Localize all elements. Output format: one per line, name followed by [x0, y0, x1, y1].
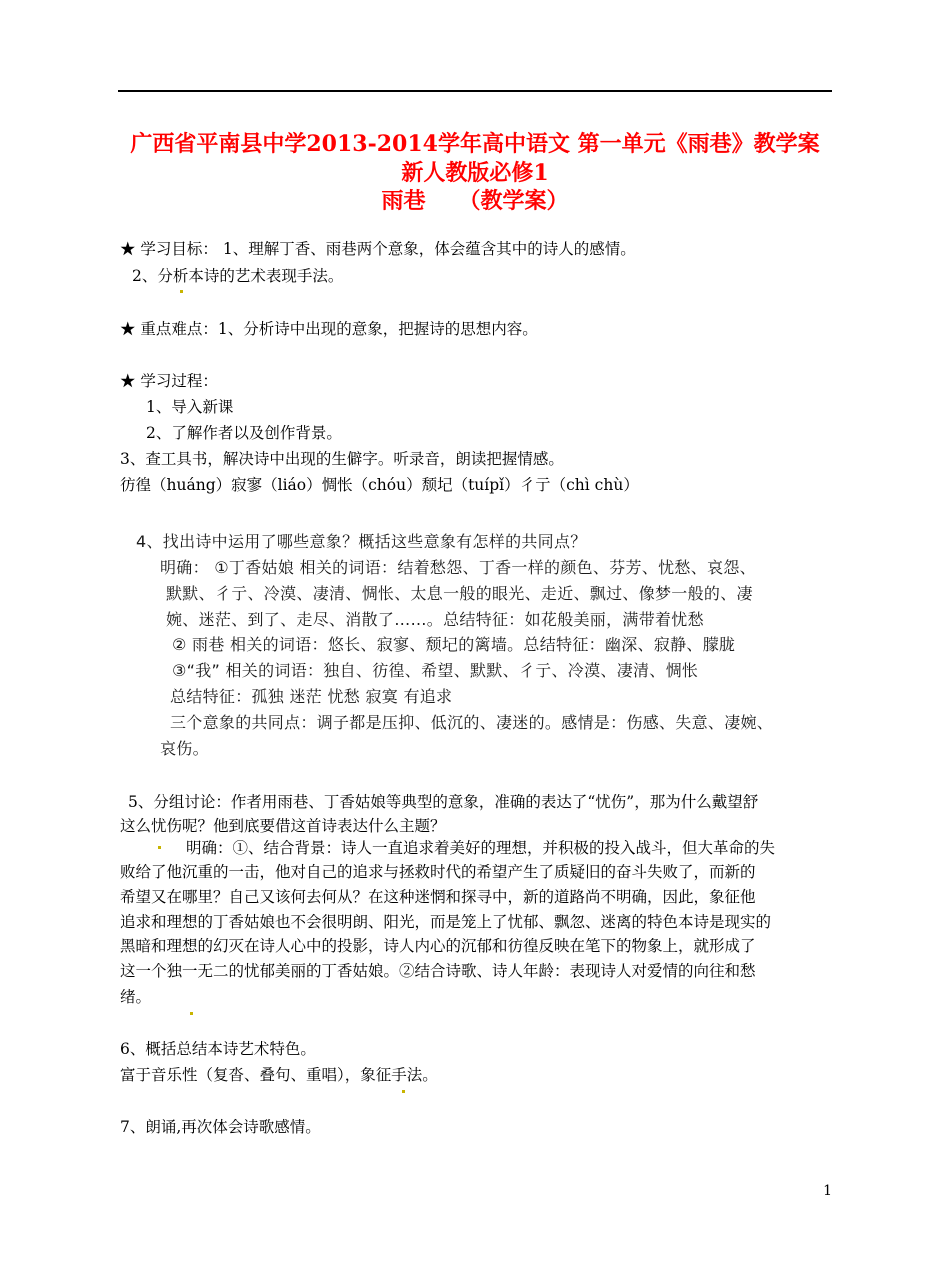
learning-goals-line2: 2、分析本诗的艺术表现手法。	[132, 267, 344, 285]
q5-answer-line6: 这一个独一无二的忧郁美丽的丁香姑娘。②结合诗歌、诗人年龄：表现诗人对爱情的向往和愁	[120, 962, 756, 980]
q6-heading: 6、概括总结本诗艺术特色。	[120, 1040, 316, 1058]
q4-answer-line6: 总结特征：孤独 迷茫 忧愁 寂寞 有追求	[170, 687, 453, 706]
q5-question-line1: 5、分组讨论：作者用雨巷、丁香姑娘等典型的意象，准确的表达了“忧伤”，那为什么戴望舒	[128, 793, 759, 811]
pinyin-list: 彷徨（huáng）寂寥（liáo）惆怅（chóu）颓圮（tuípǐ）彳亍（chì chù）	[120, 476, 639, 494]
q5-answer-line3: 希望又在哪里？自己又该何去何从？在这种迷惘和探寻中，新的道路尚不明确，因此，象征他	[120, 888, 756, 906]
process-step1: 1、导入新课	[146, 398, 234, 416]
key-difficulty: ★ 重点难点：1、分析诗中出现的意象，把握诗的思想内容。	[120, 320, 538, 338]
q5-question-line2: 这么忧伤呢？他到底要借这首诗表达什么主题？	[120, 817, 446, 835]
q5-answer-line5: 黑暗和理想的幻灭在诗人心中的投影，诗人内心的沉郁和彷徨反映在笔下的物象上，就形成了	[120, 937, 756, 955]
document-title-line1: 广西省平南县中学2013-2014学年高中语文 第一单元《雨巷》教学案	[130, 131, 820, 157]
header-rule	[118, 90, 832, 92]
process-step2: 2、了解作者以及创作背景。	[146, 424, 342, 442]
speck-mark	[180, 290, 183, 293]
q5-answer-line2: 败给了他沉重的一击，他对自己的追求与拯救时代的希望产生了质疑旧的奋斗失败了，而新的	[120, 863, 756, 881]
q5-answer-line7: 绪。	[120, 988, 152, 1006]
q5-answer-line4: 追求和理想的丁香姑娘也不会很明朗、阳光，而是笼上了忧郁、飘忽、迷离的特色本诗是现实的	[120, 913, 772, 931]
process-heading: ★ 学习过程：	[120, 372, 218, 390]
speck-mark	[158, 846, 161, 849]
q4-answer-line3: 婉、迷茫、到了、走尽、消散了……。总结特征：如花般美丽，满带着忧愁	[166, 610, 704, 629]
q4-answer-line1: 明确： ①丁香姑娘 相关的词语：结着愁怨、丁香一样的颜色、芬芳、忧愁、哀怨、	[160, 558, 756, 577]
learning-goals-line1: ★ 学习目标： 1、理解丁香、雨巷两个意象，体会蕴含其中的诗人的感情。	[120, 240, 636, 258]
q4-answer-line5: ③“我” 相关的词语：独自、彷徨、希望、默默、彳亍、冷漠、凄清、惆怅	[172, 661, 699, 680]
page-number: 1	[823, 1183, 832, 1199]
q7-heading: 7、朗诵,再次体会诗歌感情。	[120, 1118, 321, 1136]
q6-answer: 富于音乐性（复沓、叠句、重唱），象征手法。	[120, 1066, 438, 1084]
q4-answer-line4: ② 雨巷 相关的词语：悠长、寂寥、颓圮的篱墙。总结特征：幽深、寂静、朦胧	[172, 635, 736, 654]
q5-answer-line1: 明确：①、结合背景：诗人一直追求着美好的理想，并积极的投入战斗，但大革命的失	[186, 839, 776, 857]
speck-mark	[190, 1012, 193, 1015]
q4-answer-line8: 哀伤。	[160, 739, 209, 758]
speck-mark	[402, 1090, 405, 1093]
q4-answer-line7: 三个意象的共同点：调子都是压抑、低沉的、凄迷的。感情是：伤感、失意、凄婉、	[170, 713, 774, 732]
q4-answer-line2: 默默、彳亍、冷漠、凄清、惆怅、太息一般的眼光、走近、飘过、像梦一般的、凄	[166, 584, 753, 603]
q4-question: 4、找出诗中运用了哪些意象？概括这些意象有怎样的共同点？	[136, 532, 587, 551]
document-subtitle: 雨巷 （教学案）	[381, 188, 569, 214]
document-title-line2: 新人教版必修1	[401, 160, 549, 186]
process-step3: 3、查工具书，解决诗中出现的生僻字。听录音，朗读把握情感。	[120, 450, 564, 468]
